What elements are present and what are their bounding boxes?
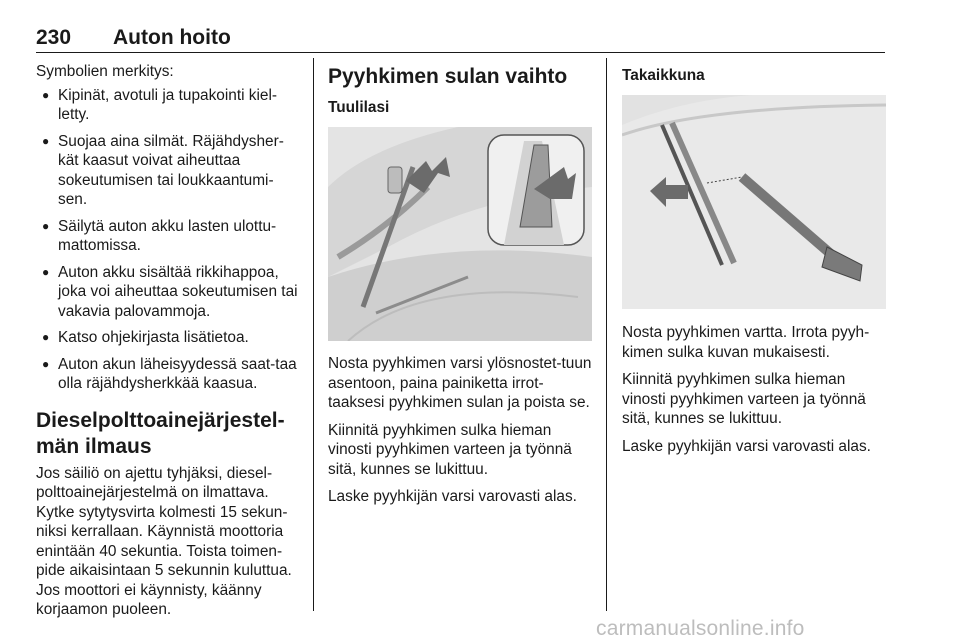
column-3 bbox=[622, 62, 886, 464]
windscreen-wiper-illustration bbox=[328, 127, 592, 341]
rear-step-3: Laske pyyhkijän varsi varovasti alas. bbox=[622, 437, 871, 455]
section-title: Auton hoito bbox=[113, 26, 231, 49]
column-2 bbox=[328, 62, 592, 515]
symbols-intro: Symbolien merkitys: bbox=[36, 63, 174, 80]
windscreen-subheading: Tuulilasi bbox=[328, 99, 390, 116]
symbols-list bbox=[36, 86, 298, 394]
windscreen-step-1: Nosta pyyhkimen varsi ylösnostet-tuun asentoon, paina painiketta irrot-taaksesi pyyhkimen sulan ja poista se. bbox=[328, 355, 592, 411]
rear-step-2: Kiinnitä pyyhkimen sulka hieman vinosti pyyhkimen varteen ja työnnä sitä, kunnes se lukittuu. bbox=[622, 371, 866, 427]
list-item: ● Auton akku sisältää rikkihappoa, joka voi aiheuttaa sokeutumisen tai vakavia palovammoja. bbox=[36, 263, 298, 322]
column-1 bbox=[36, 62, 298, 628]
rear-step-1: Nosta pyyhkimen vartta. Irrota pyyh-kimen sulka kuvan mukaisesti. bbox=[622, 324, 870, 361]
wiper-heading: Pyyhkimen sulan vaihto bbox=[328, 65, 568, 88]
list-item: ● Suojaa aina silmät. Räjähdysher-kät kaasut voivat aiheuttaa sokeutumisen tai loukkaantumi-sen. bbox=[36, 132, 298, 210]
page-header bbox=[36, 26, 885, 52]
list-item: ● Kipinät, avotuli ja tupakointi kiel-letty. bbox=[36, 86, 298, 125]
diesel-paragraph: Jos säiliö on ajettu tyhjäksi, diesel-polttoainejärjestelmä on ilmattava. Kytke sytytysvirta kolmesti 15 sekun-niksi kerrallaan. Käynnistä moottoria enintään 40 sekuntia. Toista toimen-pide aikaisintaan 5 sekunnin kuluttua. Jos moottori ei käynnisty, käänny korjaamon puoleen. bbox=[36, 464, 292, 618]
windscreen-step-2: Kiinnitä pyyhkimen sulka hieman vinosti pyyhkimen varteen ja työnnä sitä, kunnes se lukittuu. bbox=[328, 421, 572, 478]
rear-wiper-illustration bbox=[622, 95, 886, 309]
column-divider-2 bbox=[606, 58, 607, 611]
list-item: ● Säilytä auton akku lasten ulottu-mattomissa. bbox=[36, 217, 298, 256]
header-rule bbox=[36, 52, 885, 53]
windscreen-step-3: Laske pyyhkijän varsi varovasti alas. bbox=[328, 488, 577, 505]
watermark-logo: carmanualsonline.info bbox=[596, 617, 805, 640]
list-item: ● Katso ohjekirjasta lisätietoa. bbox=[36, 328, 298, 348]
column-divider-1 bbox=[313, 58, 314, 611]
rear-window-subheading: Takaikkuna bbox=[622, 67, 705, 84]
list-item: ● Auton akun läheisyydessä saat-taa olla räjähdysherkkää kaasua. bbox=[36, 355, 298, 394]
diesel-heading: Dieselpolttoainejärjestel-män ilmaus bbox=[36, 408, 285, 458]
page-number: 230 bbox=[36, 26, 72, 49]
